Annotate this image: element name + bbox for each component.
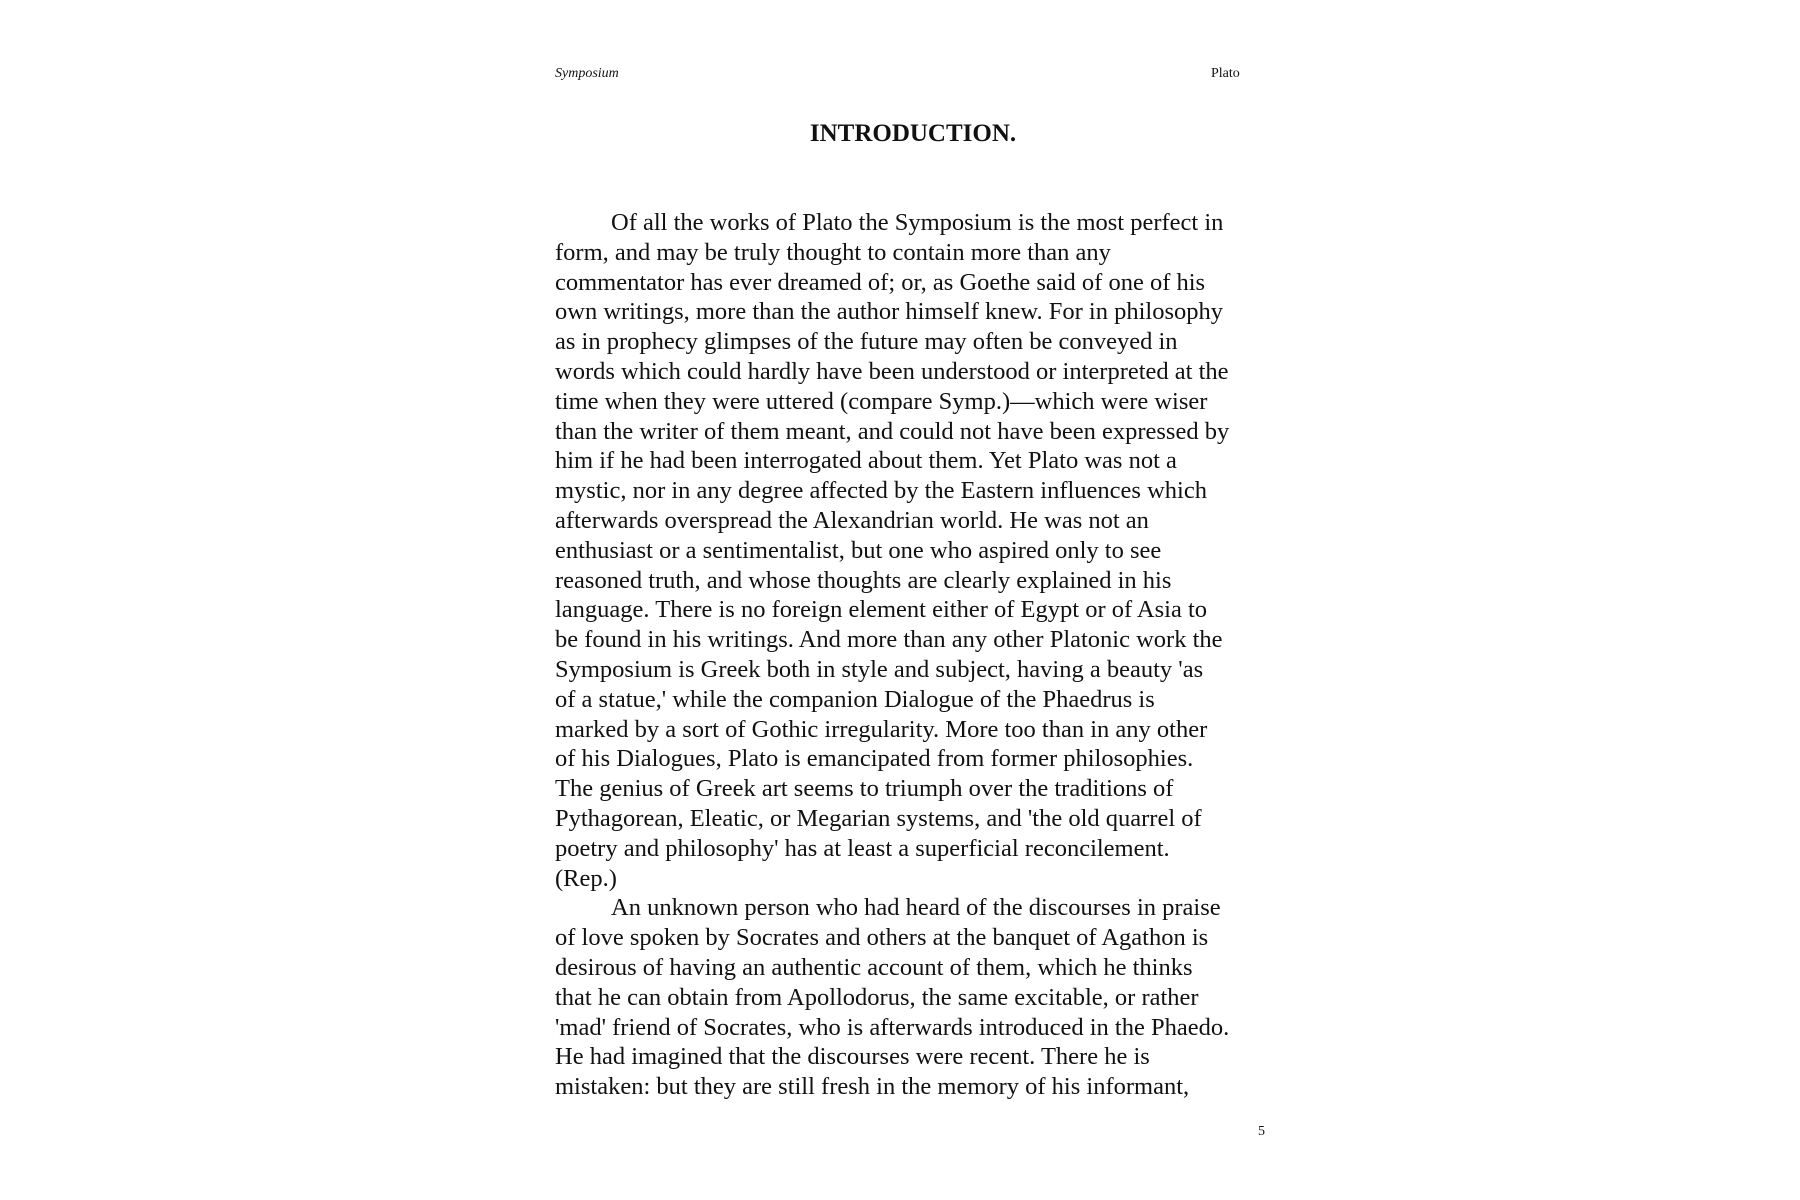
text-line: enthusiast or a sentimentalist, but one who aspired only to see <box>555 536 1162 564</box>
text-line: marked by a sort of Gothic irregularity. More too than in any other <box>555 715 1208 743</box>
text-line: commentator has ever dreamed of; or, as Goethe said of one of his <box>555 268 1206 296</box>
text-line: Symposium is Greek both in style and subject, having a beauty 'as <box>555 655 1204 683</box>
running-head-author: Plato <box>1211 66 1240 81</box>
text-line: Of all the works of Plato the Symposium is the most perfect in <box>611 209 1224 236</box>
text-line: Pythagorean, Eleatic, or Megarian systems, and 'the old quarrel of <box>555 804 1202 832</box>
text-line: of his Dialogues, Plato is emancipated from former philosophies. <box>555 745 1194 773</box>
text-line: (Rep.) <box>555 864 617 892</box>
text-line: of a statue,' while the companion Dialogue of the Phaedrus is <box>555 685 1155 713</box>
text-line: form, and may be truly thought to contain more than any <box>555 238 1111 266</box>
text-line: poetry and philosophy' has at least a superficial reconcilement. <box>555 834 1170 862</box>
chapter-title: INTRODUCTION. <box>809 120 1017 147</box>
text-line: mistaken: but they are still fresh in the memory of his informant, <box>555 1073 1190 1101</box>
text-line: afterwards overspread the Alexandrian world. He was not an <box>555 506 1149 534</box>
text-line: mystic, nor in any degree affected by the Eastern influences which <box>555 477 1207 505</box>
text-line: language. There is no foreign element either of Egypt or of Asia to <box>555 596 1208 624</box>
text-line: time when they were uttered (compare Symp.)—which were wiser <box>555 387 1208 415</box>
text-line: as in prophecy glimpses of the future may often be conveyed in <box>555 328 1178 356</box>
page-number: 5 <box>1258 1124 1265 1139</box>
text-line: be found in his writings. And more than any other Platonic work the <box>555 626 1223 654</box>
running-head-title: Symposium <box>555 66 619 81</box>
text-line: of love spoken by Socrates and others at the banquet of Agathon is <box>555 924 1209 952</box>
text-line: He had imagined that the discourses were recent. There he is <box>555 1043 1150 1071</box>
text-line: that he can obtain from Apollodorus, the same excitable, or rather <box>555 983 1199 1011</box>
text-line: words which could hardly have been understood or interpreted at the <box>555 357 1229 385</box>
text-line: than the writer of them meant, and could not have been expressed by <box>555 417 1230 445</box>
text-line: 'mad' friend of Socrates, who is afterwards introduced in the Phaedo. <box>555 1013 1230 1041</box>
text-line: him if he had been interrogated about them. Yet Plato was not a <box>555 447 1177 475</box>
text-line: desirous of having an authentic account of them, which he thinks <box>555 953 1193 981</box>
text-line: reasoned truth, and whose thoughts are clearly explained in his <box>555 566 1172 594</box>
body-text <box>555 208 1275 1102</box>
text-line: own writings, more than the author himself knew. For in philosophy <box>555 298 1223 326</box>
text-line: An unknown person who had heard of the discourses in praise <box>611 894 1221 922</box>
text-line: The genius of Greek art seems to triumph over the traditions of <box>555 775 1174 803</box>
